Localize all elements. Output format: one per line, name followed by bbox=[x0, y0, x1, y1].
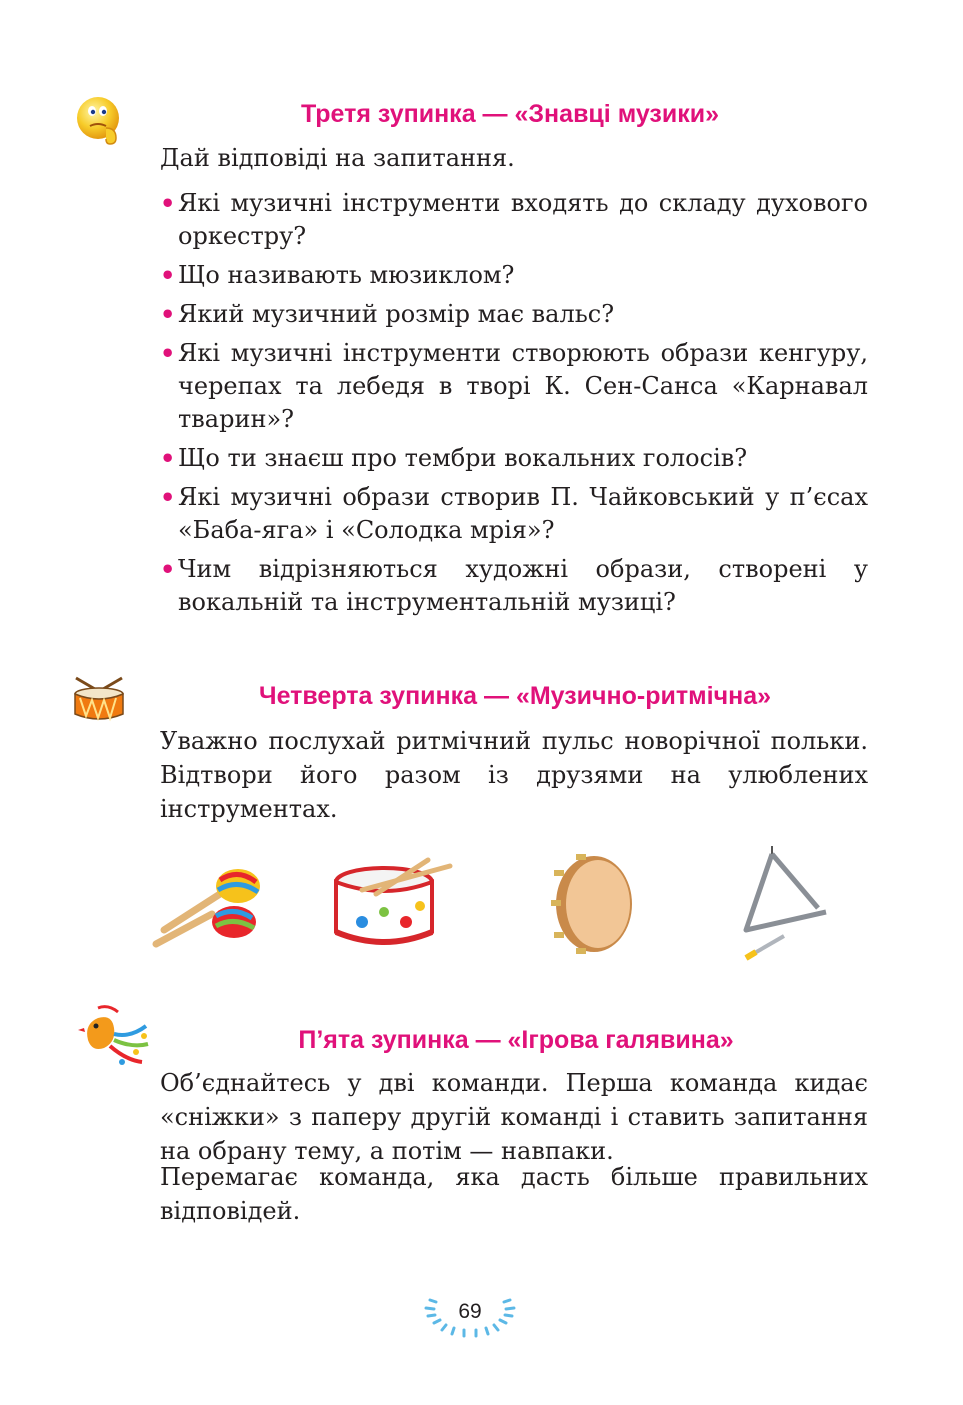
list-item bbox=[160, 187, 868, 253]
bullet: • bbox=[160, 189, 176, 218]
instruments-row bbox=[150, 838, 850, 978]
question-text: Що ти знаєш про тембри вокальних голосів? bbox=[178, 444, 748, 472]
question-list bbox=[160, 187, 868, 625]
section5-text1: Об’єднайтесь у дві команди. Перша команда кидає «сніжки» з паперу другій команді і ставить запитання на обрану тему, а потім — навпаки. bbox=[160, 1069, 868, 1165]
drum-icon bbox=[70, 676, 128, 724]
question-text: Які музичні інструменти створюють образи кенгуру, черепах та лебедя в творі К. Сен-Санса «Карнавал тварин»? bbox=[178, 339, 868, 433]
triangle-icon bbox=[738, 840, 834, 966]
list-item bbox=[160, 442, 868, 475]
bullet: • bbox=[160, 261, 176, 290]
list-item bbox=[160, 298, 868, 331]
list-item bbox=[160, 337, 868, 436]
section4-title: Четверта зупинка — «Музично-ритмічна» bbox=[259, 682, 771, 710]
tambourine-icon bbox=[548, 848, 638, 958]
section5-title: П’ята зупинка — «Ігрова галявина» bbox=[298, 1026, 734, 1054]
thinking-smiley-icon bbox=[72, 94, 128, 150]
question-text: Які музичні інструменти входять до складу духового оркестру? bbox=[178, 189, 868, 250]
section3-intro: Дай відповіді на запитання. bbox=[160, 144, 515, 172]
bullet: • bbox=[160, 300, 176, 329]
question-text: Що називають мюзиклом? bbox=[178, 261, 515, 289]
section5-text2: Перемагає команда, яка дасть більше правильних відповідей. bbox=[160, 1163, 868, 1225]
section4-text: Уважно послухай ритмічний пульс новорічної польки. Відтвори його разом із друзями на улюблених інструментах. bbox=[160, 727, 868, 823]
drum-icon bbox=[332, 856, 458, 956]
section3-title: Третя зупинка — «Знавці музики» bbox=[300, 100, 720, 128]
question-text: Які музичні образи створив П. Чайковський у п’єсах «Баба-яга» і «Солодка мрія»? bbox=[178, 483, 868, 544]
bullet: • bbox=[160, 555, 176, 584]
bullet: • bbox=[160, 483, 176, 512]
list-item bbox=[160, 553, 868, 619]
list-item bbox=[160, 481, 868, 547]
page-number-text: 69 bbox=[458, 1300, 482, 1323]
bullet: • bbox=[160, 339, 176, 368]
question-text: Чим відрізняються художні образи, створені у вокальній та інструментальній музиці? bbox=[178, 555, 868, 616]
bullet: • bbox=[160, 444, 176, 473]
bird-icon bbox=[78, 1004, 150, 1070]
question-text: Який музичний розмір має вальс? bbox=[178, 300, 615, 328]
list-item bbox=[160, 259, 868, 292]
maracas-icon bbox=[150, 868, 270, 950]
page-number bbox=[420, 1290, 520, 1350]
